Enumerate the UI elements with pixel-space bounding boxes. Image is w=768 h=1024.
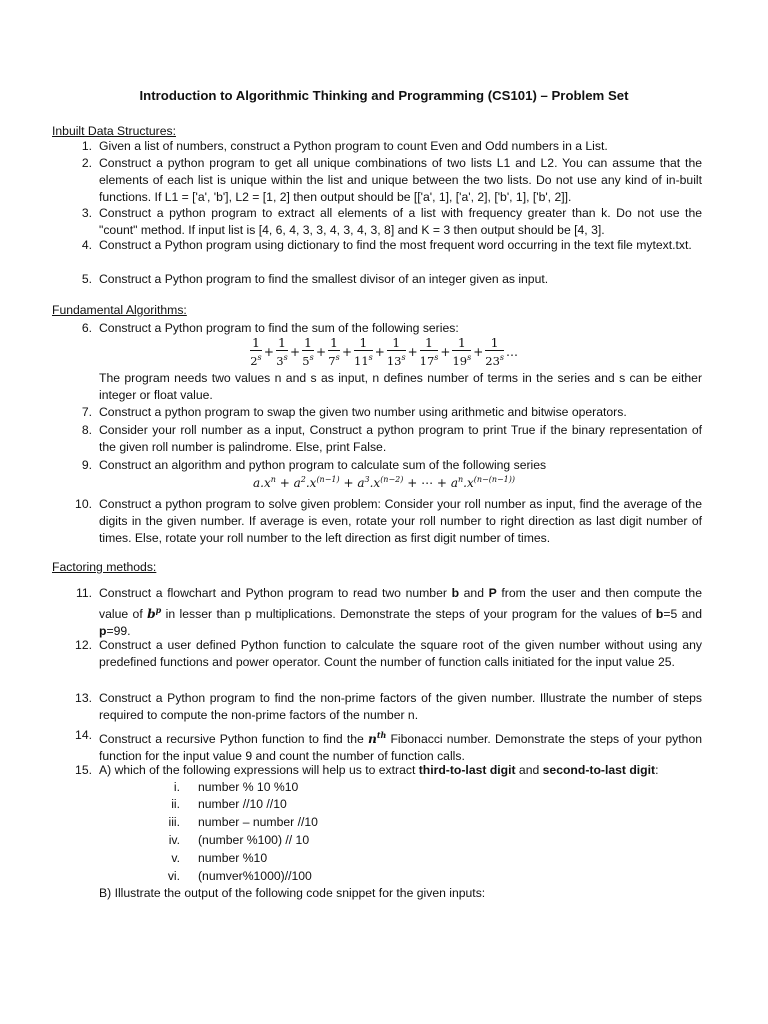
problem-2 <box>52 155 702 206</box>
section-heading-inbuilt: Inbuilt Data Structures: <box>52 124 176 138</box>
problem-text: Construct a Python program to find the sum of the following series: <box>99 321 459 335</box>
problem-11 <box>52 585 702 640</box>
section-heading-fundamental: Fundamental Algorithms: <box>52 303 187 317</box>
problem-14 <box>52 727 702 765</box>
problem-1 <box>52 138 702 155</box>
series-term: $\frac{1}{19^s}$ <box>452 335 472 368</box>
problem-number: 3. <box>81 206 92 220</box>
series-term: $\frac{1}{11^s}$ <box>354 335 373 368</box>
problem-text: Construct a Python program to find the smallest divisor of an integer given as input. <box>99 272 549 286</box>
series-term: $\frac{1}{7^s}$ <box>328 335 340 368</box>
problem-text: Construct a python program to swap the given two number using arithmetic and bitwise operators. <box>99 405 627 419</box>
page-title: Introduction to Algorithmic Thinking and Programming (CS101) – Problem Set <box>139 88 629 103</box>
series-term: $\frac{1}{5^s}$ <box>302 335 314 368</box>
problem-4 <box>52 237 702 254</box>
problem-number: 12. <box>75 638 92 652</box>
problem-8 <box>52 422 702 456</box>
problem-number: 10. <box>75 497 92 511</box>
problem-text: Construct a user defined Python function to calculate the square root of the given number without using any predefined functions and power operator. Count the number of function calls initiated for the input value 25. <box>99 638 702 669</box>
problem-text: Construct a python program to get all unique combinations of two lists L1 and L2. You can assume that the elements of each list is unique within the list and unique between the two lists. Do not use any kind of in-built functions. If L1 = ['a', 'b'], L2 = [1, 2] then output should be [['a', 1], ['a', 2], ['b', 1], ['b', 2]]. <box>99 156 702 204</box>
problem-number: 13. <box>75 691 92 705</box>
problem-text: Construct a flowchart and Python program to read two number b and P from the user and then compute the value of $b^p$ in lesser than p multiplications. Demonstrate the steps of your program for the values of b=5 and p=99. <box>99 586 702 639</box>
series-term: $\frac{1}{3^s}$ <box>276 335 288 368</box>
problem-text: Consider your roll number as a input, Construct a python program to print True if the binary representation of the given roll number is palindrome. Else, print False. <box>99 423 702 454</box>
problem-number: 1. <box>81 139 92 153</box>
problem-number: 4. <box>81 238 92 252</box>
problem-number: 2. <box>81 156 92 170</box>
problem-text: Construct a recursive Python function to find the $n^{th}$ Fibonacci number. Demonstrate the steps of your python function for the input value 9 and count the number of function calls. <box>99 730 702 764</box>
problem-number: 5. <box>81 272 92 286</box>
problem-12 <box>52 637 702 671</box>
problem-text: Construct a Python program to find the non-prime factors of the given number. Illustrate the number of steps required to compute the non-prime factors of the number n. <box>99 691 702 722</box>
problem-number: 14. <box>75 728 92 742</box>
problem-number: 15. <box>75 763 92 777</box>
problem-7 <box>52 404 702 421</box>
problem-5 <box>52 271 702 288</box>
problem-text: B) Illustrate the output of the following code snippet for the given inputs: <box>99 886 486 900</box>
problem-number: 8. <box>81 423 92 437</box>
series-term: $\frac{1}{17^s}$ <box>419 335 439 368</box>
problem-13 <box>52 690 702 724</box>
problem-6-note <box>52 370 702 404</box>
problem-6 <box>52 320 702 337</box>
document-page: Introduction to Algorithmic Thinking and Programming (CS101) – Problem Set Inbuilt Data Structures: 1. Given a list of numbers, construct a Python program to count Even and Odd numbers in a List. 2. Construct a python program to get all unique combinations of two lists L1 and L2. You can assume that the elements of each list is unique within the list and unique between the two lists. Do not use any kind of in-built functions. If L1 = ['a', 'b'], L2 = [1, 2] then output should be [['a', 1], ['a', 2], ['b', 1], ['b', 2]]. 3. Construct a python program to extract all elements of a list with frequency greater than k. Do not use the "count" method. If input list is [4, 6, 4, 3, 3, 4, 3, 4, 3, 8] and K = 3 then output should be [4, 3]. 4. Construct a Python program using dictionary to find the most frequent word occurring in the text file mytext.txt. 5. Construct a Python program to find the smallest divisor of an integer given as input. Fundamental Algorithms: 6. Construct a Python program to find the sum of the following series: $\frac{1}{2^s}$ + $\frac{1}{3^s}$ + $\frac{1}{5^s}$ + $\frac{1}{7^s}$ + $\frac{1}{11^s}$ + $\frac{1}{13^s}$ + $\frac{1}{17^s}$ + $\frac{1}{19^s}$ + $\frac{1}{23^s}$ … The program needs two values n and s as input, n defines number of terms in the series and s can be either integer or float value. 7. Construct a python program to swap the given two number using arithmetic and bitwise operators. 8. Consider your roll number as a input, Construct a python program to print True if the binary representation of the given roll number is palindrome. Else, print False. 9. Construct an algorithm and python program to calculate sum of the following series $a.x^n + a^2.x^{(n-1)} + a^3.x^{(n-2)}$ + ⋯ + $a^n.x^{(n-(n-1))}$ 10. Construct a python program to solve given problem: Consider your roll number as input, find the average of the digits in the given number. If average is even, rotate your roll number to right direction as last digit number of times. Else, rotate your roll number to the left direction as first digit number of times. Factoring methods: 11. Construct a flowchart and Python program to read two number b and P from the user and then compute the value of $b^p$ in lesser than p multiplications. Demonstrate the steps of your program for the values of b=5 and p=99. 12. Construct a user defined Python function to calculate the square root of the given number without using any predefined functions and power operator. Count the number of function calls initiated for the input value 25. 13. Construct a Python program to find the non-prime factors of the given number. Illustrate the number of steps required to compute the non-prime factors of the number n. 14. Construct a recursive Python function to find the $n^{th}$ Fibonacci number. Demonstrate the steps of your python function for the input value 9 and count the number of function calls. 15. A) which of the following expressions will help us to extract third-to-last digit and second-to-last digit: i. number % 10 %10 ii. number //10 //10 iii. number – number //10 iv. (number %100) // 10 v. number %10 vi. (numver%1000)//100 B) Illustrate the output of the following code snippet for the given inputs: <box>0 0 768 1024</box>
problem-text: Construct an algorithm and python program to calculate sum of the following series <box>99 458 547 472</box>
series-term: $\frac{1}{13^s}$ <box>386 335 406 368</box>
problem-number: 6. <box>81 321 92 335</box>
problem-9 <box>52 457 702 474</box>
problem-text: The program needs two values n and s as input, n defines number of terms in the series and s can be either integer or float value. <box>99 371 702 402</box>
series-term: $\frac{1}{2^s}$ <box>250 335 262 368</box>
series-formula-2: $a.x^n + a^2.x^{(n-1)} + a^3.x^{(n-2)}$ + ⋯ + $a^n.x^{(n-(n-1))}$ <box>252 475 516 490</box>
problem-text: Construct a python program to solve given problem: Consider your roll number as input, find the average of the digits in the given number. If average is even, rotate your roll number to right direction as last digit number of times. Else, rotate your roll number to the left direction as first digit number of times. <box>99 497 702 545</box>
problem-number: 9. <box>81 458 92 472</box>
problem-15 <box>52 762 702 779</box>
problem-text: Given a list of numbers, construct a Python program to count Even and Odd numbers in a List. <box>99 139 608 153</box>
problem-text: Construct a Python program using dictionary to find the most frequent word occurring in the text file mytext.txt. <box>99 238 692 252</box>
problem-10 <box>52 496 702 547</box>
problem-text: Construct a python program to extract all elements of a list with frequency greater than k. Do not use the "count" method. If input list is [4, 6, 4, 3, 3, 4, 3, 4, 3, 8] and K = 3 then output should be [4, 3]. <box>99 206 702 237</box>
series-term: $\frac{1}{23^s}$ <box>485 335 505 368</box>
problem-number: 7. <box>81 405 92 419</box>
section-heading-factoring: Factoring methods: <box>52 560 157 574</box>
problem-number: 11. <box>75 586 92 600</box>
series-formula-1: $\frac{1}{2^s}$ + $\frac{1}{3^s}$ + $\frac{1}{5^s}$ + $\frac{1}{7^s}$ + $\frac{1}{11^s}$ + $\frac{1}{13^s}$ + $\frac{1}{17^s}$ + $\frac{1}{19^s}$ + $\frac{1}{23^s}$ … <box>250 335 519 368</box>
problem-text: A) which of the following expressions will help us to extract third-to-last digit and second-to-last digit: <box>99 763 659 777</box>
problem-3 <box>52 205 702 239</box>
problem-15-part-b <box>52 885 702 902</box>
